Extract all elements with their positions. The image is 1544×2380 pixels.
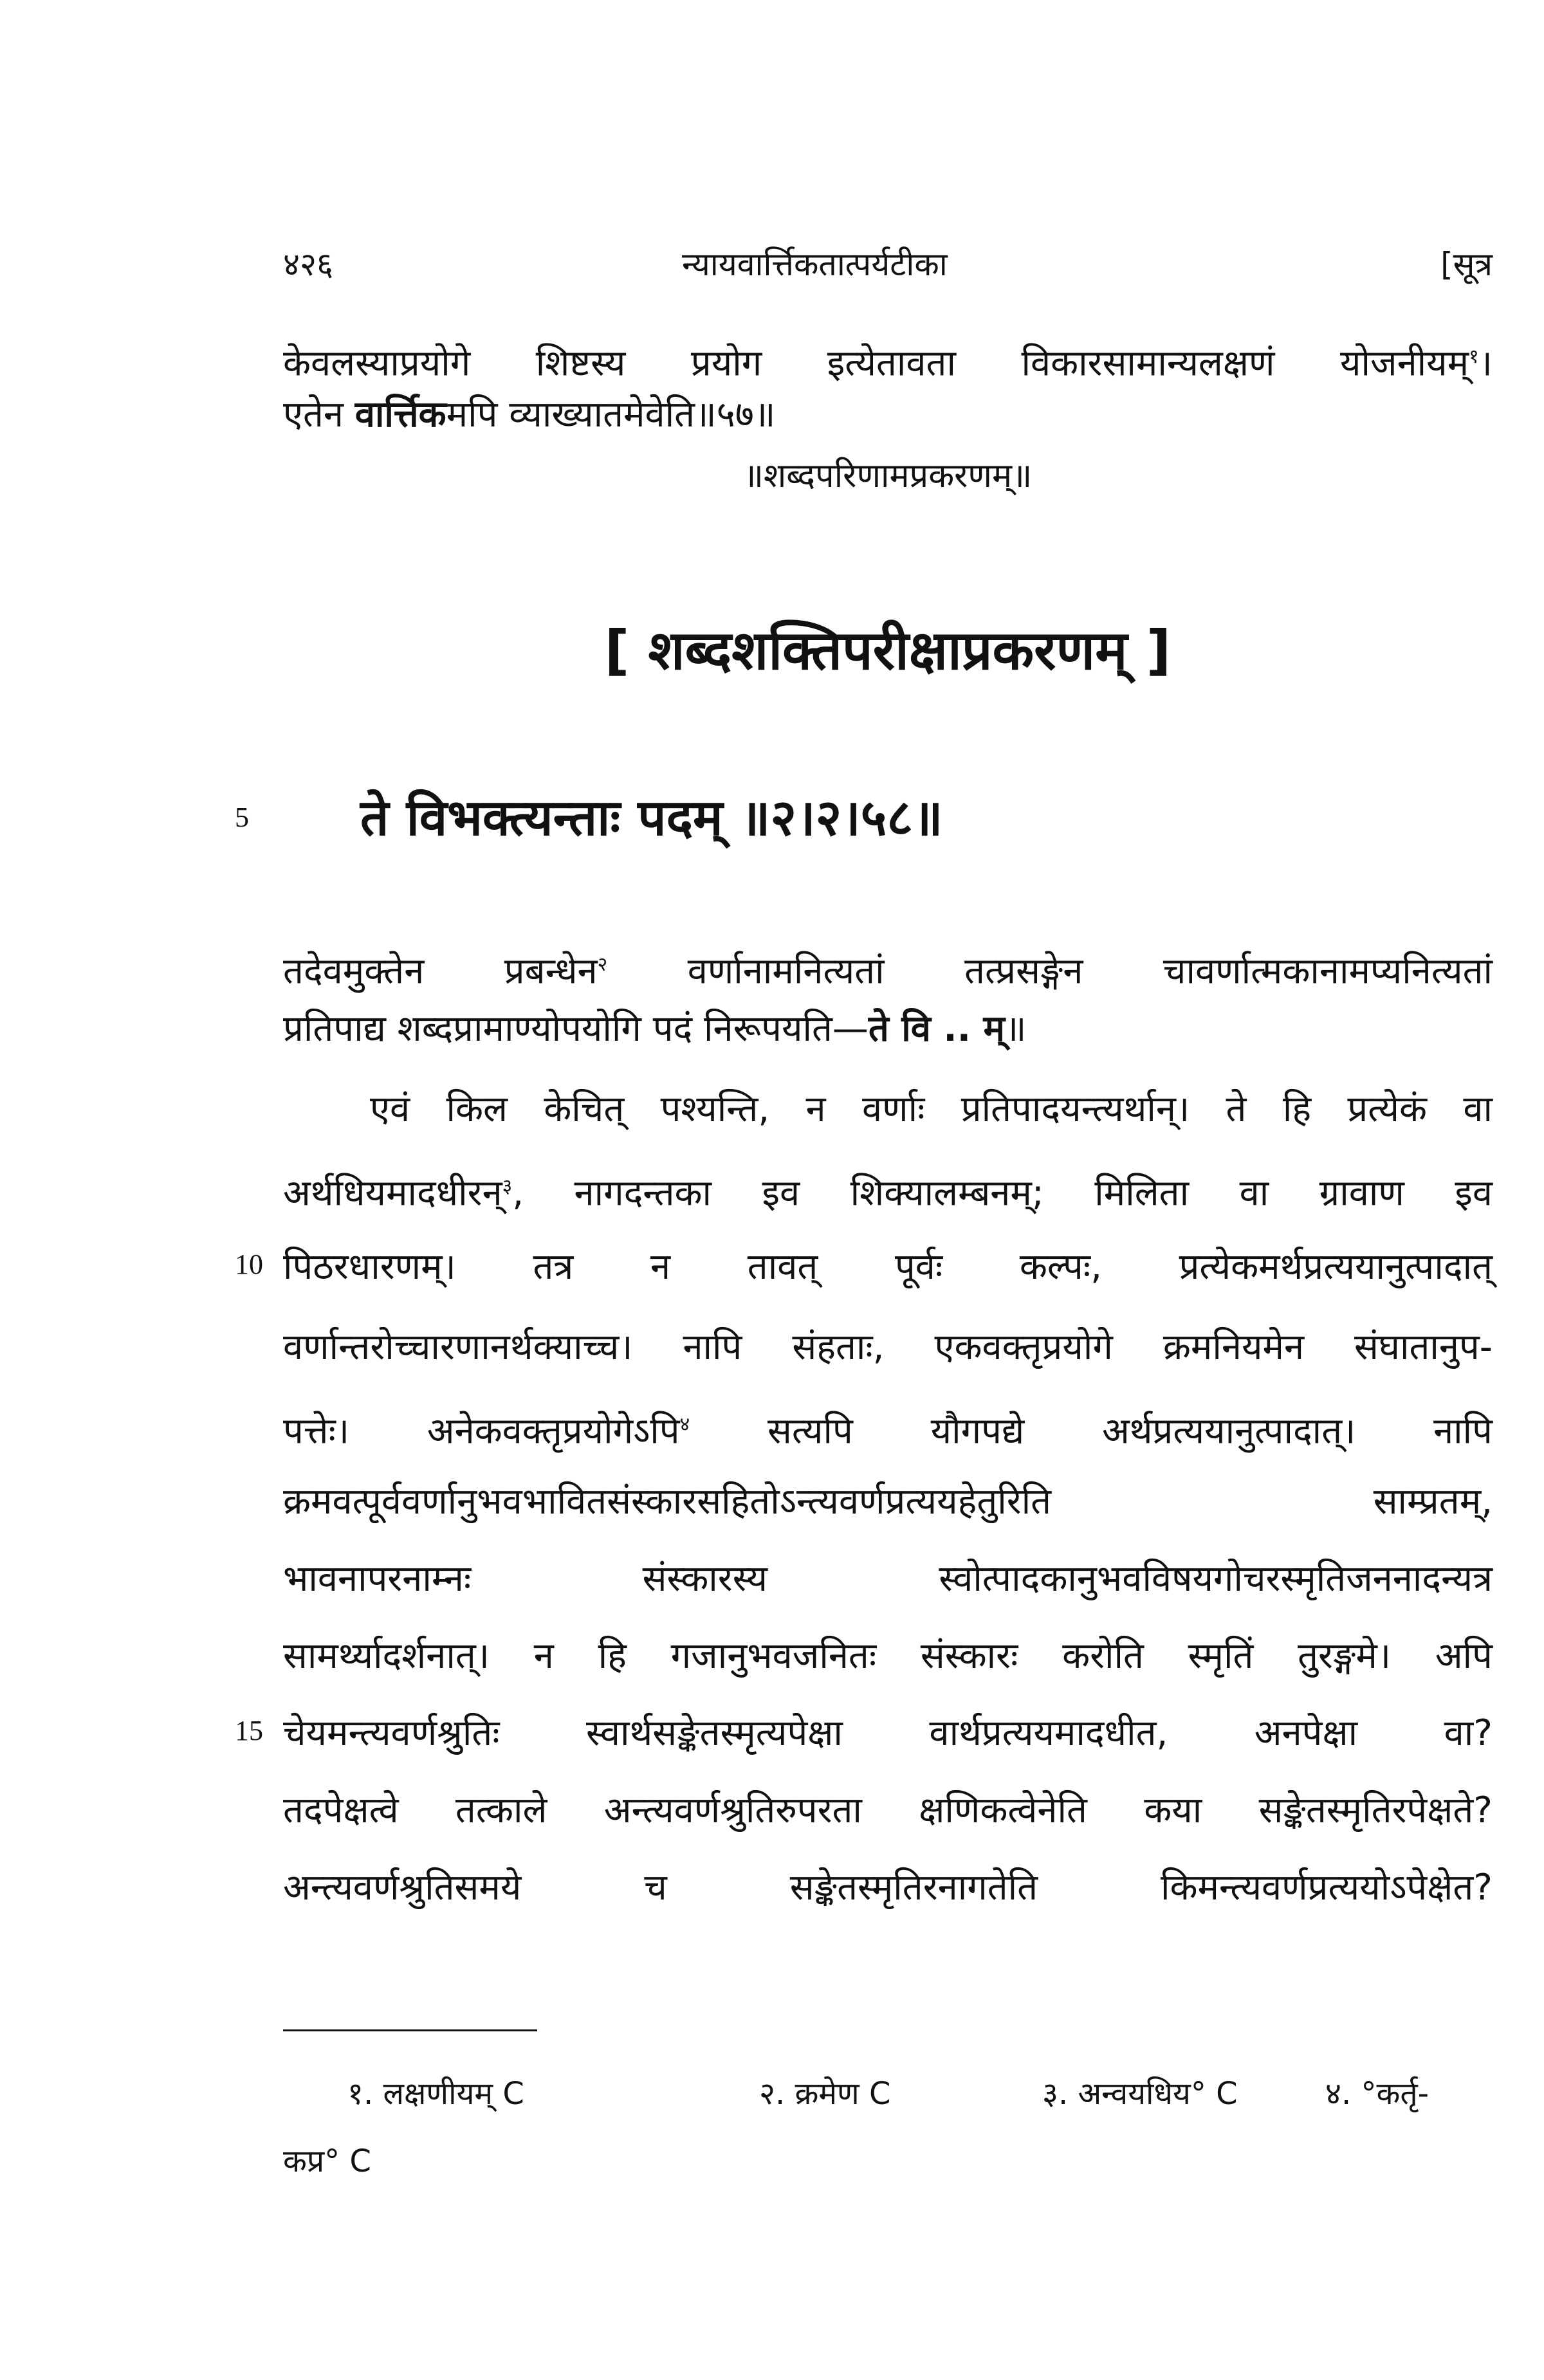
body-line-4: अर्थधियमादधीरन्$^३$, नागदन्तका इव शिक्यालम्बनम्; मिलिता वा ग्रावाण इव: [283, 1172, 1493, 1214]
footnote-4: ४. °कर्तृ-: [1325, 2076, 1429, 2112]
body-line-13: अन्त्यवर्णश्रुतिसमये च सङ्केतस्मृतिरनागतेति किमन्त्यवर्णप्रत्ययोऽपेक्षेत?: [283, 1867, 1493, 1909]
footnote-2: २. क्रमेण C: [759, 2076, 891, 2112]
intro-line-1: केवलस्याप्रयोगे शिष्टस्य प्रयोग इत्येतावता विकारसामान्यलक्षणं योजनीयम्$^१$।: [283, 342, 1493, 385]
body-line-7: पत्तेः। अनेकवक्तृप्रयोगेऽपि$^४$ सत्यपि यौगपद्ये अर्थप्रत्ययानुत्पादात्। नापि: [283, 1410, 1493, 1452]
body-line-10: सामर्थ्यादर्शनात्। न हि गजानुभवजनितः संस्कारः करोति स्मृतिं तुरङ्गमे। अपि: [283, 1635, 1493, 1677]
footnote-ref-3: ३: [502, 1175, 513, 1198]
line-number: 5: [235, 801, 249, 833]
footnote-ref-2: २: [597, 953, 608, 976]
line-number: 15: [235, 1715, 263, 1746]
body-line-5: पिठरधारणम्। तत्र न तावत् पूर्वः कल्पः, प्रत्येकमर्थप्रत्ययानुत्पादात्: [283, 1246, 1493, 1288]
running-title: न्यायवार्त्तिकतात्पर्यटीका: [682, 246, 948, 283]
body-line-3: एवं किल केचित् पश्यन्ति, न वर्णाः प्रतिपादयन्त्यर्थान्। ते हि प्रत्येकं वा: [370, 1088, 1493, 1130]
sutra-text: ते विभक्त्यन्ताः पदम् ॥२।२।५८॥: [360, 789, 943, 847]
body-line-1: तदेवमुक्तेन प्रबन्धेन$^२$ वर्णानामनित्यतां तत्प्रसङ्गेन चावर्णात्मकानामप्यनित्यतां: [283, 950, 1493, 993]
footnote-1: १. लक्षणीयम् C: [347, 2076, 524, 2112]
section-heading: [ शब्दशक्तिपरीक्षाप्रकरणम् ]: [604, 619, 1172, 682]
body-line-2: प्रतिपाद्य शब्दप्रामाण्योपयोगि पदं निरूपयति—ते वि .. म्॥: [283, 1008, 1027, 1050]
footnote-rule: [283, 2029, 537, 2031]
footnote-ref-4: ४: [679, 1413, 690, 1436]
prakarana-end: ॥शब्दपरिणामप्रकरणम्॥: [743, 457, 1033, 495]
running-header: [283, 241, 1493, 299]
body-line-6: वर्णान्तरोच्चारणानर्थक्याच्च। नापि संहताः, एकवक्तृप्रयोगे क्रमनियमेन संघातानुप-: [283, 1326, 1493, 1368]
body-line-12: तदपेक्षत्वे तत्काले अन्त्यवर्णश्रुतिरुपरता क्षणिकत्वेनेति कया सङ्केतस्मृतिरपेक्षते?: [283, 1790, 1493, 1831]
body-line-11: चेयमन्त्यवर्णश्रुतिः स्वार्थसङ्केतस्मृत्यपेक्षा वार्थप्रत्ययमादधीत, अनपेक्षा वा?: [283, 1712, 1493, 1754]
bold-term: वार्त्तिक: [354, 394, 446, 435]
body-line-8: क्रमवत्पूर्ववर्णानुभवभावितसंस्कारसहितोऽन्त्यवर्णप्रत्ययहेतुरिति साम्प्रतम्,: [283, 1481, 1493, 1523]
intro-line-2: एतेन वार्त्तिकमपि व्याख्यातमेवेति॥५७॥: [283, 394, 776, 435]
section-marker: [सूत्र: [1440, 246, 1493, 283]
line-number: 10: [235, 1249, 263, 1280]
footnote-4-continuation: कप्र° C: [283, 2143, 371, 2179]
footnote-ref-1: १: [1469, 345, 1479, 368]
bold-pratika: ते वि .. म्: [868, 1008, 1005, 1050]
footnote-3: ३. अन्वयधिय° C: [1042, 2076, 1238, 2112]
body-line-9: भावनापरनाम्नः संस्कारस्य स्वोत्पादकानुभवविषयगोचरस्मृतिजननादन्यत्र: [283, 1558, 1493, 1600]
page-number: ४२६: [283, 246, 333, 283]
